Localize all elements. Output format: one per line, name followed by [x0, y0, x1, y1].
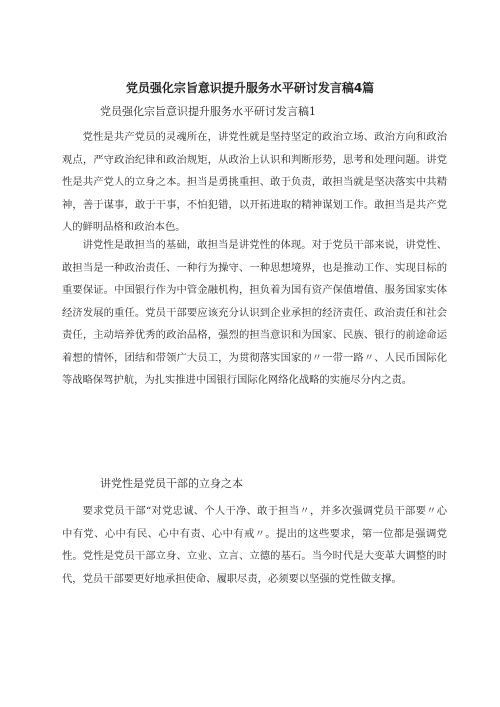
paragraph-requirements: 要求党员干部“对党忠诚、个人干净、敢于担当〃，并多次强调党员干部要〃心中有党、心中有民、心中有责、心中有戒〃。提出的这些要求，第一位都是强调党性。党性是党员干部立身、立业、立言、立德的基石。当今时代是大变革大调整的时代，党员干部要更好地承担使命、履职尽责，必须要以坚强的党性做支撑。 [62, 505, 447, 585]
section-heading-foundation: 讲党性是党员干部的立身之本 [100, 477, 243, 490]
section-heading-speech-1: 党员强化宗旨意识提升服务水平研讨发言稿1 [100, 105, 316, 118]
paragraph-responsibility: 讲党性是敢担当的基础，敢担当是讲党性的体现。对于党员干部来说，讲党性、敢担当是一种政治责任、一种行为操守、一种思想境界，也是推动工作、实现目标的重要保证。中国银行作为中管金融机构，担负着为国有资产保值增值、服务国家实体经济发展的重任。党员干部要应该充分认识到企业承担的经济责任、政治责任和社会责任，主动培养优秀的政治品格，强烈的担当意识和为国家、民族、银行的前途命运着想的情怀，团结和带领广大员工，为贯彻落实国家的〃一带一路〃、人民币国际化等战略保驾护航，为扎实推进中国银行国际化网络化战略的实施尽分内之责。 [62, 239, 447, 386]
document-title: 党员强化宗旨意识提升服务水平研讨发言稿4篇 [125, 81, 375, 95]
paragraph-party-spirit: 党性是共产党员的灵魂所在，讲党性就是坚持坚定的政治立场、政治方向和政治观点，严守政治纪律和政治规矩，从政治上认识和判断形势，思考和处理问题。讲党性是共产党人的立身之本。担当是勇挑重担、敢于负责，敢担当就是坚决落实中共精神，善于谋事，敢于干事，不怕犯错，以开拓进取的精神谋划工作。敢担当是共产党人的鲜明品格和政治本色。 [62, 131, 447, 233]
